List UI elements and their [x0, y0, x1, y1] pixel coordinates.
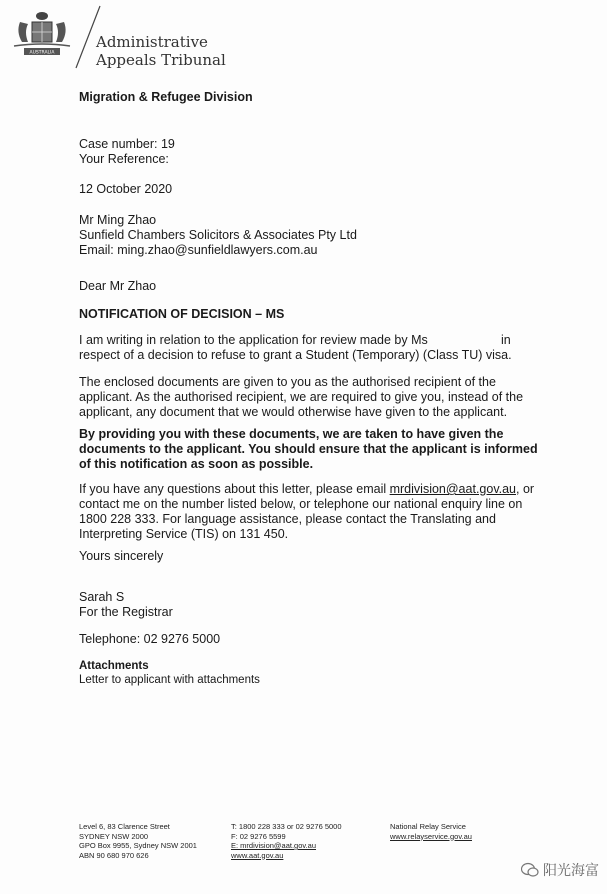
paragraph-4: [79, 482, 539, 542]
footer-address-line: SYDNEY NSW 2000: [79, 831, 149, 841]
signer-name: Sarah S: [79, 590, 125, 604]
mrdivision-email-link[interactable]: mrdivision@aat.gov.au: [389, 482, 517, 496]
footer-relay: [390, 822, 472, 841]
recipient-name: Mr Ming Zhao: [79, 213, 157, 227]
attachment-item: Letter to applicant with attachments: [79, 674, 260, 686]
paragraph-1-line-1a: I am writing in relation to the application for review made by Ms: [79, 333, 428, 347]
letter-date: 12 October 2020: [79, 182, 173, 196]
division-heading: Migration & Refugee Division: [79, 90, 253, 104]
paragraph-1-line-2: respect of a decision to refuse to grant a Student (Temporary) (Class TU) visa.: [79, 348, 512, 362]
subject-line: NOTIFICATION OF DECISION – MS: [79, 307, 285, 321]
organisation-name: [96, 33, 226, 69]
sign-off: Yours sincerely: [79, 549, 164, 563]
footer-contact: [231, 822, 342, 860]
salutation: Dear Mr Zhao: [79, 279, 157, 293]
footer-address-line: GPO Box 9955, Sydney NSW 2001: [79, 841, 197, 850]
telephone: Telephone: 02 9276 5000: [79, 632, 221, 646]
footer-fax: F: 02 9276 5599: [231, 831, 286, 841]
case-number: Case number: 19: [79, 137, 175, 151]
wechat-icon: [521, 862, 539, 878]
org-line-2: Appeals Tribunal: [96, 51, 226, 69]
paragraph-1-line-1b: in: [501, 333, 511, 347]
paragraph-4-pre: If you have any questions about this letter, please email: [79, 482, 390, 496]
recipient-firm: Sunfield Chambers Solicitors & Associates Pty Ltd: [79, 228, 357, 242]
footer-email-link[interactable]: E: mrdivision@aat.gov.au: [231, 841, 317, 850]
watermark: [521, 860, 599, 880]
recipient-email: Email: ming.zhao@sunfieldlawyers.com.au: [79, 243, 318, 257]
watermark-text: 阳光海富: [543, 862, 599, 878]
footer-address: [79, 822, 197, 860]
paragraph-3: By providing you with these documents, we are taken to have given the documents to the applicant. You should ensure that the applicant is informed of this notification as soon as possible.: [79, 427, 538, 471]
attachments-heading: Attachments: [79, 660, 149, 672]
org-line-1: Administrative: [96, 33, 208, 51]
signer-role: For the Registrar: [79, 605, 173, 619]
footer-address-line: ABN 90 680 970 626: [79, 850, 149, 860]
footer-website-link[interactable]: www.aat.gov.au: [231, 850, 284, 860]
footer-phone: T: 1800 228 333 or 02 9276 5000: [231, 822, 342, 831]
your-reference: Your Reference:: [79, 152, 169, 166]
relay-service-link[interactable]: www.relayservice.gov.au: [390, 831, 472, 841]
paragraph-2: The enclosed documents are given to you as the authorised recipient of the applicant. As the authorised recipient, we are required to give you, instead of the applicant, any document that we would otherwise have given to the applicant.: [79, 375, 524, 419]
paragraph-4-post: , or contact me on the number listed below, or telephone our national enquiry line on 1800 228 333. For language assistance, please contact the Translating and Interpreting Service (TIS) on 131 450.: [79, 482, 535, 541]
relay-service-title: National Relay Service: [390, 822, 466, 831]
footer-address-line: Level 6, 83 Clarence Street: [79, 822, 170, 831]
crest-label: AUSTRALIA: [29, 50, 55, 56]
